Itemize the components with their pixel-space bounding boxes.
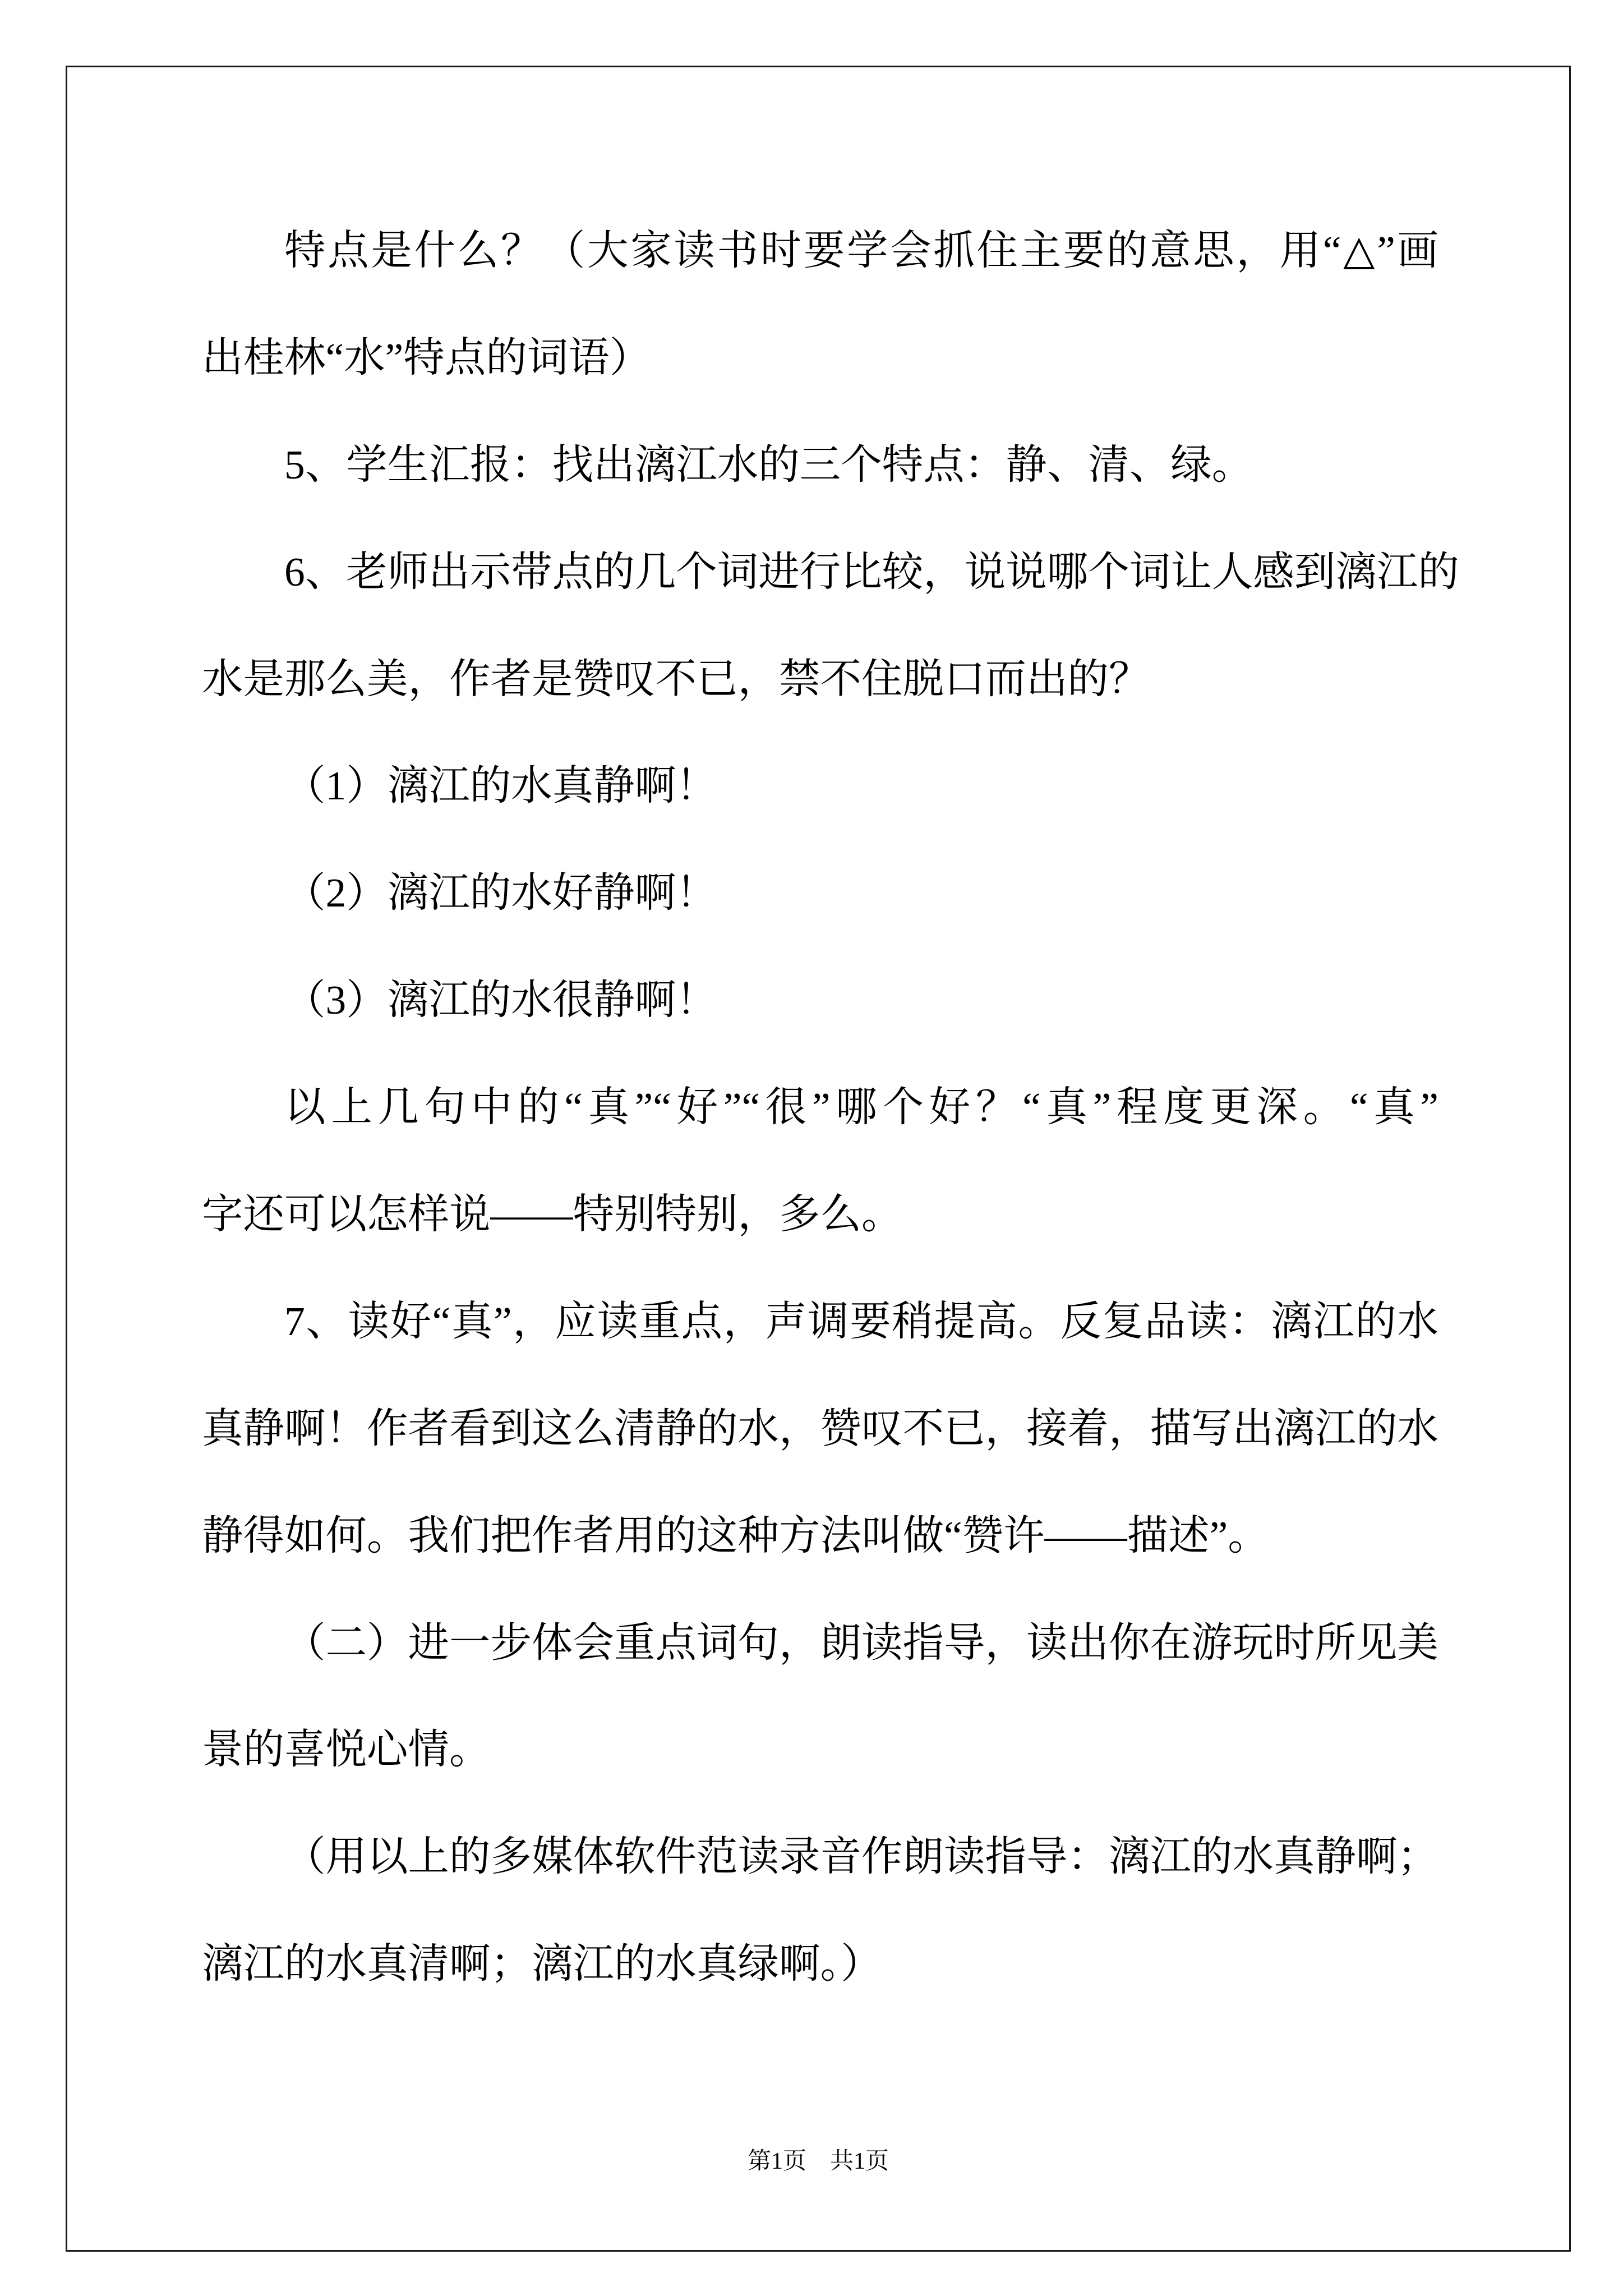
paragraph-line: 静得如何。我们把作者用的这种方法叫做“赞许——描述”。 xyxy=(202,1512,1269,1558)
paragraph xyxy=(202,947,1438,1054)
paragraph xyxy=(202,412,1438,519)
paragraph-line: （2）漓江的水好静啊！ xyxy=(284,870,717,916)
paragraph-line: （1）漓江的水真静啊！ xyxy=(284,763,717,809)
page-number-label: 第1页 共1页 xyxy=(747,2148,889,2174)
paragraph-line: 7、读好“真”，应读重点，声调要稍提高。反复品读：漓江的水 xyxy=(284,1298,1438,1344)
paragraph-line: 字还可以怎样说——特别特别，多么。 xyxy=(202,1191,903,1237)
paragraph xyxy=(202,1268,1438,1590)
paragraph-line: 以上几句中的“真”“好”“很”哪个好？“真”程度更深。“真” xyxy=(284,1084,1438,1130)
paragraph-line: （3）漓江的水很静啊！ xyxy=(284,977,717,1023)
paragraph-line: 6、老师出示带点的几个词进行比较，说说哪个词让人感到漓江的 xyxy=(284,549,1459,595)
paragraph-line: 5、学生汇报：找出漓江水的三个特点：静、清、绿。 xyxy=(284,441,1253,487)
paragraph xyxy=(202,519,1459,733)
page-footer xyxy=(66,2145,1571,2178)
paragraph xyxy=(202,197,1438,412)
document-body xyxy=(202,197,1459,2018)
paragraph-line: 景的喜悦心情。 xyxy=(202,1727,491,1773)
paragraph-line: 真静啊！作者看到这么清静的水，赞叹不已，接着，描写出漓江的水 xyxy=(202,1405,1438,1451)
paragraph-line: 漓江的水真清啊；漓江的水真绿啊。） xyxy=(202,1941,882,1987)
paragraph-line: （二）进一步体会重点词句，朗读指导，读出你在游玩时所见美 xyxy=(284,1619,1438,1665)
paragraph-line: 特点是什么？（大家读书时要学会抓住主要的意思，用“△”画 xyxy=(284,228,1438,273)
paragraph-line: 水是那么美，作者是赞叹不已，禁不住脱口而出的？ xyxy=(202,656,1150,702)
paragraph xyxy=(202,1803,1438,2018)
paragraph xyxy=(202,840,1438,947)
paragraph-line: 出桂林“水”特点的词语） xyxy=(202,334,651,380)
paragraph xyxy=(202,1054,1438,1268)
paragraph-line: （用以上的多媒体软件范读录音作朗读指导：漓江的水真静啊； xyxy=(284,1834,1438,1880)
paragraph xyxy=(202,1590,1438,1804)
paragraph xyxy=(202,733,1438,840)
